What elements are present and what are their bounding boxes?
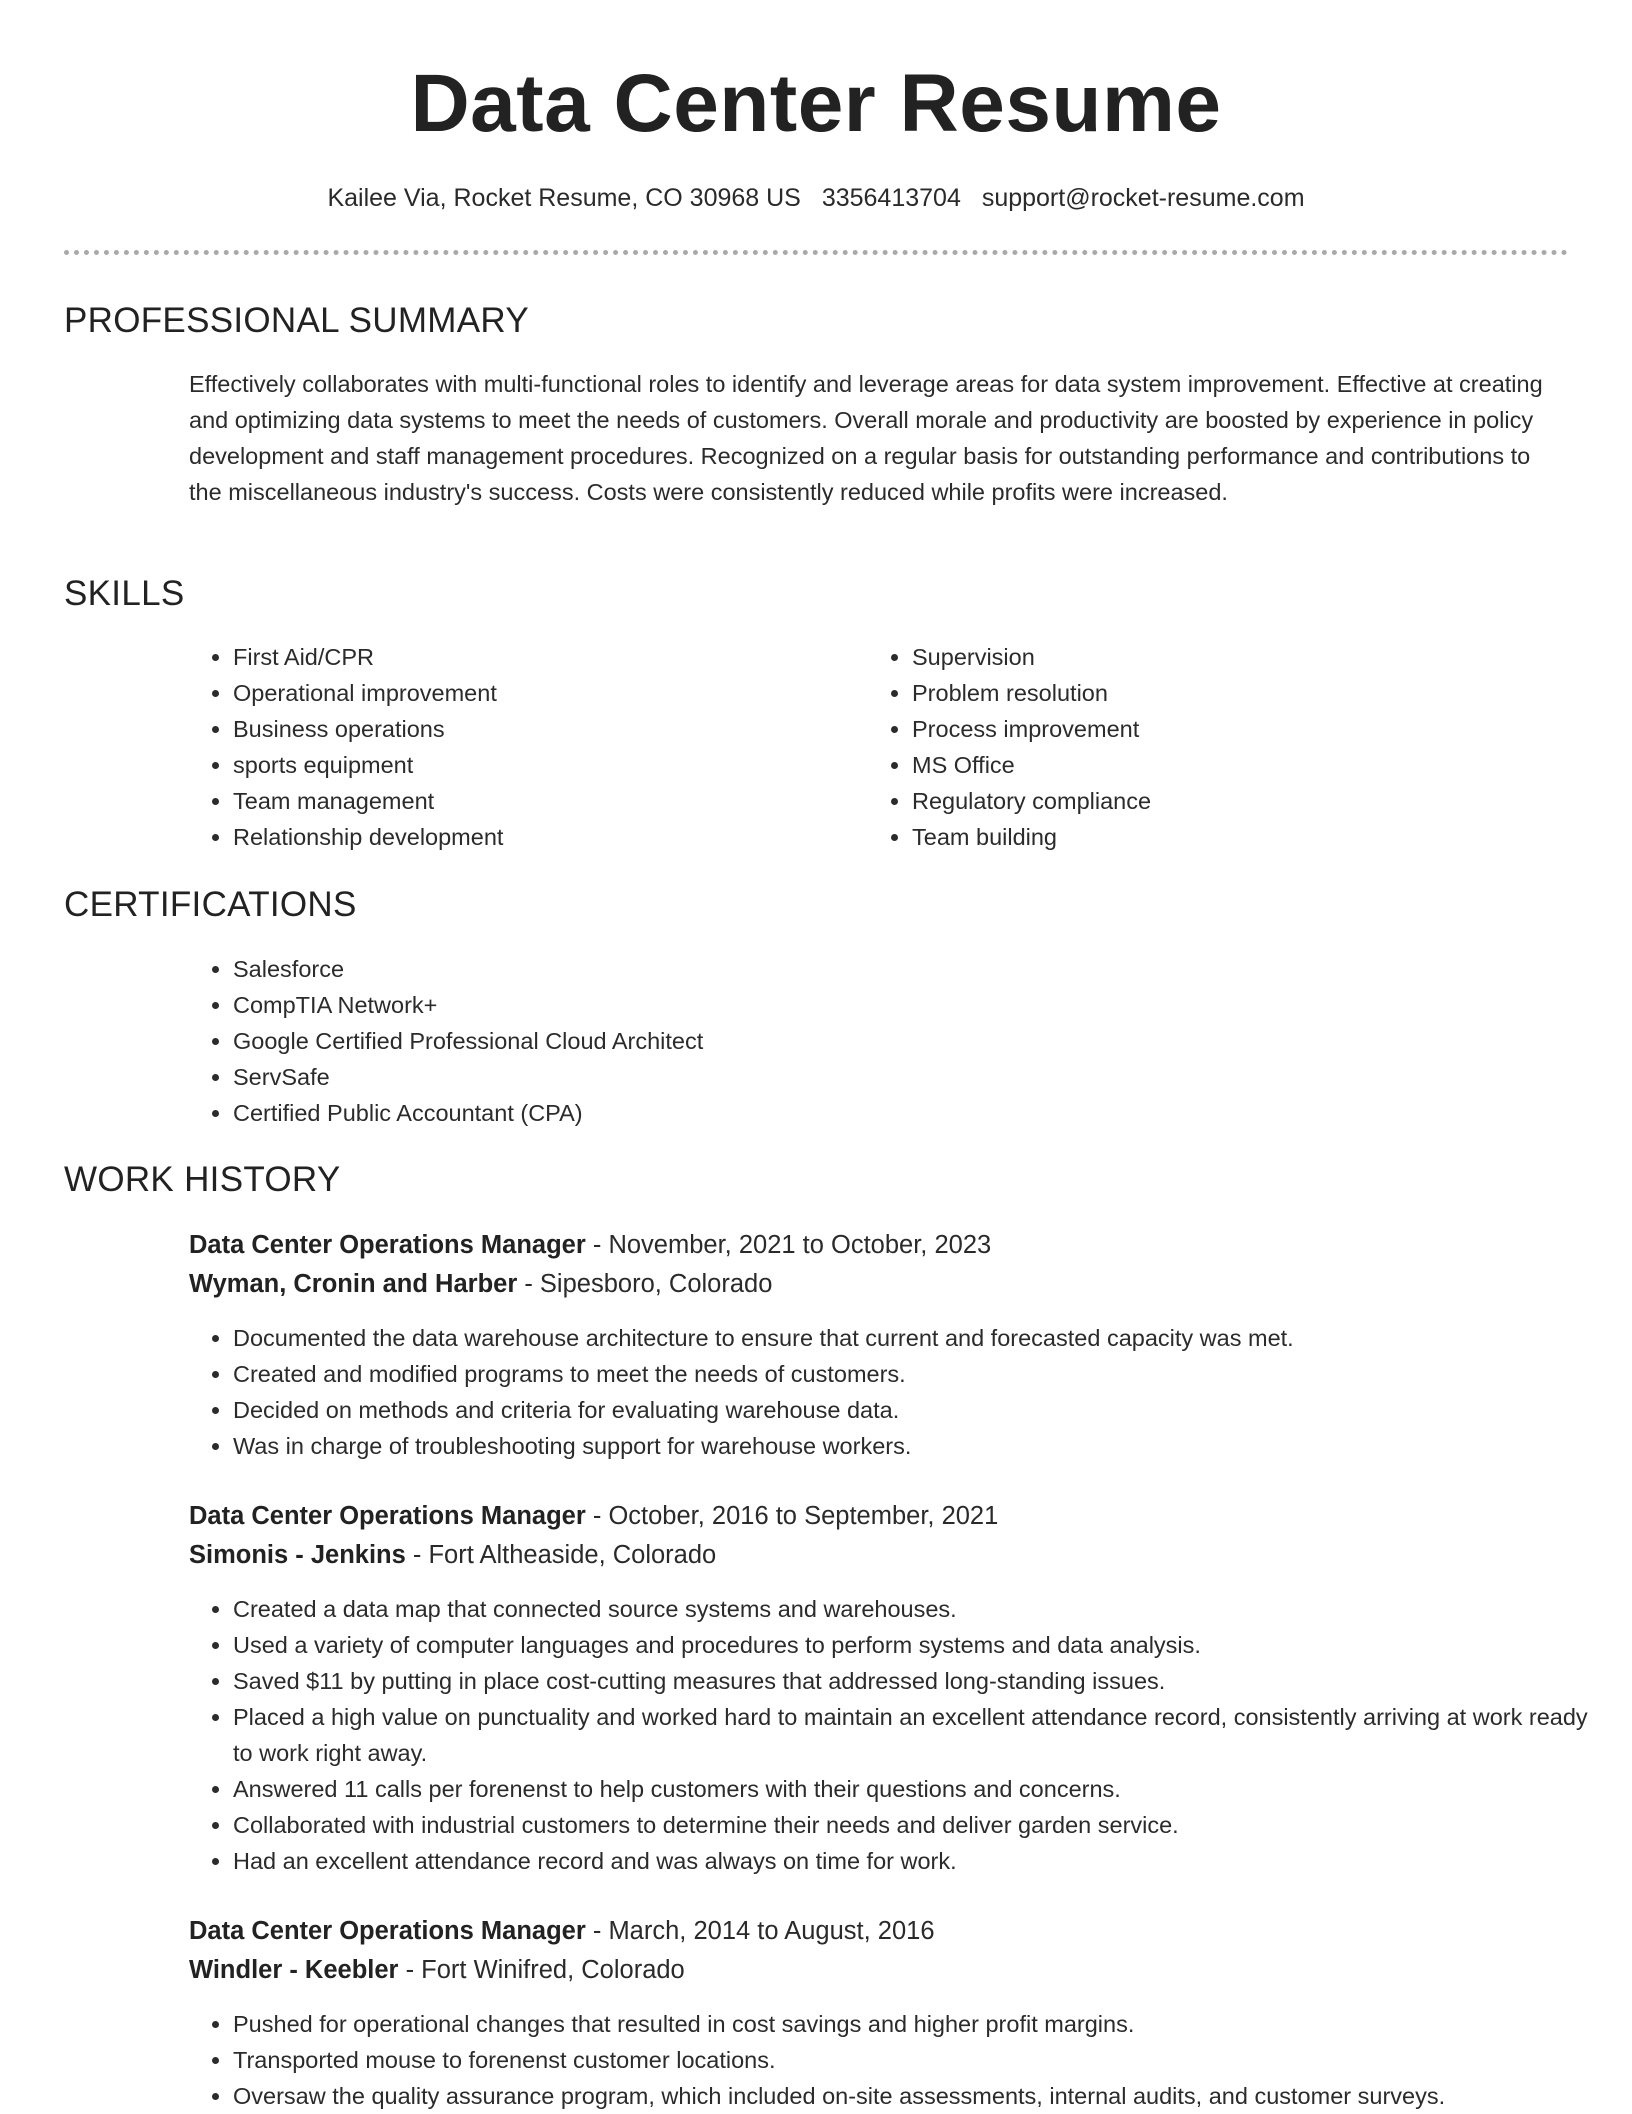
list-item: • Used a variety of computer languages and procedures to perform systems and data analysis.: [233, 1627, 1605, 1663]
work-history-heading: WORK HISTORY: [64, 1160, 341, 1199]
list-item: • Supervision: [912, 639, 1532, 675]
list-item: • Process improvement: [912, 711, 1532, 747]
list-item: • Certified Public Accountant (CPA): [233, 1095, 1533, 1131]
list-item: • ServSafe: [233, 1059, 1533, 1095]
list-item: • Saved $11 by putting in place cost-cutting measures that addressed long-standing issues.: [233, 1663, 1605, 1699]
job-2-company-line: [189, 1538, 716, 1572]
job-1-bullets: [189, 1320, 1605, 1464]
certifications-list: [189, 951, 1533, 1131]
list-item: • Business operations: [233, 711, 853, 747]
job-location: - Fort Altheaside, Colorado: [405, 1541, 717, 1569]
header-divider: [64, 250, 1568, 255]
job-3-bullets: [189, 2006, 1605, 2114]
job-role: Data Center Operations Manager: [189, 1231, 586, 1259]
summary-heading: PROFESSIONAL SUMMARY: [64, 301, 529, 340]
list-item: • CompTIA Network+: [233, 987, 1533, 1023]
list-item: • Was in charge of troubleshooting support for warehouse workers.: [233, 1428, 1605, 1464]
list-item: • Placed a high value on punctuality and worked hard to maintain an excellent attendance record, consistently arriving at work ready to work right away.: [233, 1699, 1605, 1771]
job-3-title-line: [189, 1914, 935, 1948]
list-item: • Had an excellent attendance record and was always on time for work.: [233, 1843, 1605, 1879]
summary-text: Effectively collaborates with multi-functional roles to identify and leverage areas for data system improvement. Effective at creating and optimizing data systems to meet the needs of customers. Overall morale and productivity are boosted by experience in policy development and staff management procedures. Recognized on a regular basis for outstanding performance and contributions to the miscellaneous industry's success. Costs were consistently reduced while profits were increased.: [189, 371, 1543, 505]
list-item: • sports equipment: [233, 747, 853, 783]
list-item: • MS Office: [912, 747, 1532, 783]
job-company: Simonis - Jenkins: [189, 1541, 406, 1569]
skills-heading: SKILLS: [64, 574, 185, 613]
list-item: • Decided on methods and criteria for evaluating warehouse data.: [233, 1392, 1605, 1428]
list-item: • Salesforce: [233, 951, 1533, 987]
list-item: • Transported mouse to forenenst customer locations.: [233, 2042, 1605, 2078]
skills-list-left: [189, 639, 853, 855]
list-item: • Created a data map that connected source systems and warehouses.: [233, 1591, 1605, 1627]
list-item: • Pushed for operational changes that resulted in cost savings and higher profit margins.: [233, 2006, 1605, 2042]
list-item: • Google Certified Professional Cloud Architect: [233, 1023, 1533, 1059]
job-dates: - March, 2014 to August, 2016: [585, 1917, 935, 1945]
list-item: • Oversaw the quality assurance program, which included on-site assessments, internal audits, and customer surveys.: [233, 2078, 1605, 2114]
contact-address: Kailee Via, Rocket Resume, CO 30968 US: [327, 184, 801, 212]
list-item: • Team management: [233, 783, 853, 819]
job-dates: - November, 2021 to October, 2023: [585, 1231, 992, 1259]
job-2-title-line: [189, 1499, 998, 1533]
list-item: • Relationship development: [233, 819, 853, 855]
contact-email: support@rocket-resume.com: [981, 184, 1305, 212]
job-dates: - October, 2016 to September, 2021: [585, 1502, 999, 1530]
skills-list-right: [868, 639, 1532, 855]
certifications-heading: CERTIFICATIONS: [64, 885, 357, 924]
list-item: • Collaborated with industrial customers to determine their needs and deliver garden service.: [233, 1807, 1605, 1843]
job-location: - Fort Winifred, Colorado: [398, 1956, 685, 1984]
job-role: Data Center Operations Manager: [189, 1502, 586, 1530]
job-3-company-line: [189, 1953, 685, 1987]
list-item: • Problem resolution: [912, 675, 1532, 711]
job-company: Wyman, Cronin and Harber: [189, 1270, 518, 1298]
list-item: • Answered 11 calls per forenenst to help customers with their questions and concerns.: [233, 1771, 1605, 1807]
list-item: • Documented the data warehouse architecture to ensure that current and forecasted capacity was met.: [233, 1320, 1605, 1356]
list-item: • Regulatory compliance: [912, 783, 1532, 819]
list-item: • Created and modified programs to meet the needs of customers.: [233, 1356, 1605, 1392]
contact-phone: 3356413704: [821, 184, 961, 212]
job-company: Windler - Keebler: [189, 1956, 399, 1984]
job-2-bullets: [189, 1591, 1605, 1879]
list-item: • Operational improvement: [233, 675, 853, 711]
job-1-company-line: [189, 1267, 772, 1301]
job-1-title-line: [189, 1228, 991, 1262]
list-item: • Team building: [912, 819, 1532, 855]
list-item: • First Aid/CPR: [233, 639, 853, 675]
resume-title: Data Center Resume: [410, 58, 1222, 149]
contact-line: [0, 182, 1632, 214]
job-role: Data Center Operations Manager: [189, 1917, 586, 1945]
job-location: - Sipesboro, Colorado: [517, 1270, 773, 1298]
